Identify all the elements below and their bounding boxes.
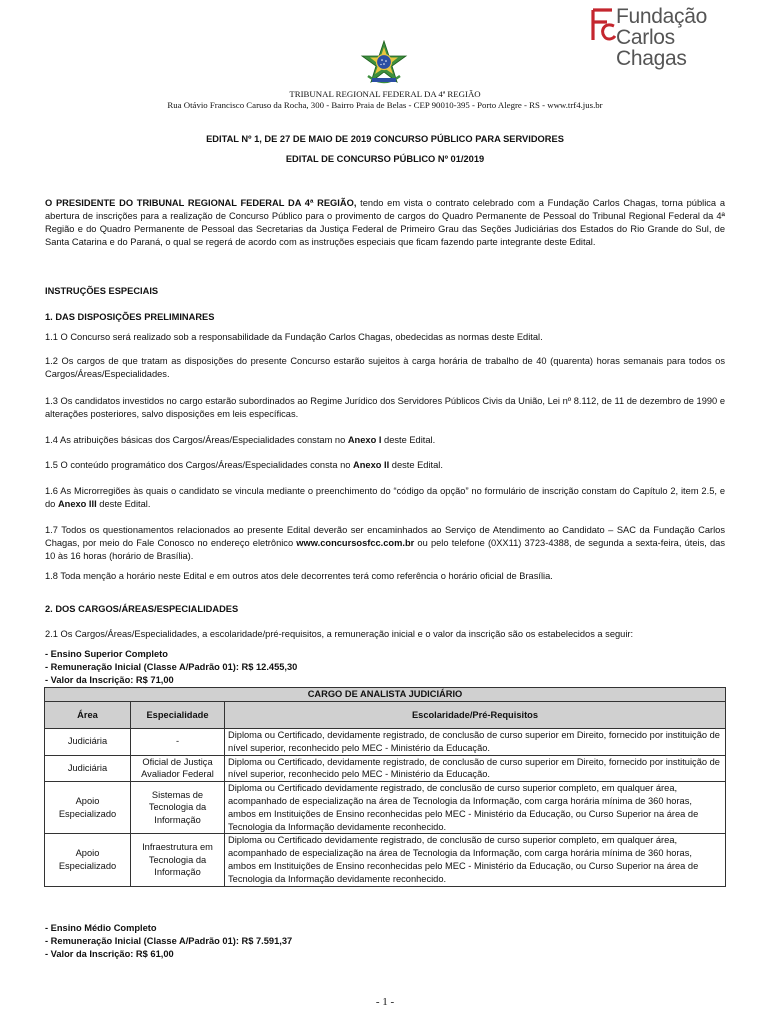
table-row [45,782,726,834]
anexo-iii-ref: Anexo III [57,499,97,509]
paragraph-1-5: 1.5 O conteúdo programático dos Cargos/Áreas/Especialidades consta no Anexo II deste Edital. [45,460,443,470]
logo-line-2: Carlos Chagas [616,26,687,70]
medio-salary: - Remuneração Inicial (Classe A/Padrão 01): R$ 7.591,37 [45,936,293,946]
medio-fee: - Valor da Inscrição: R$ 61,00 [45,949,174,959]
intro-bold: O PRESIDENTE DO TRIBUNAL REGIONAL FEDERAL DA 4ª REGIÃO, [45,198,357,208]
cell-especialidade: Infraestrutura em Tecnologia da Informação [131,834,225,886]
anexo-ii-ref: Anexo II [353,460,390,470]
cell-requisitos: Diploma ou Certificado, devidamente registrado, de conclusão de curso superior em Direito, fornecido por instituição de nível superior, reconhecido pelo MEC - Ministério da Educação. [225,729,726,756]
cell-requisitos: Diploma ou Certificado devidamente registrado, de conclusão de curso superior completo, em qualquer área, acompanhado de especialização na área de Tecnologia da Informação, com carga horária mínima de 360 horas, ambos em Instituições de Ensino reconhecidas pelo MEC - Ministério da Educação, ou Curso Superior na área de Tecnologia da Informação devidamente reconhecido. [225,834,726,886]
fcc-logo [590,4,740,70]
cell-requisitos: Diploma ou Certificado devidamente registrado, de conclusão de curso superior completo, em qualquer área, acompanhado de especialização na área de Tecnologia da Informação, com carga horária mínima de 360 horas, ambos em Instituições de Ensino reconhecidas pelo MEC - Ministério da Educação, ou Curso Superior na área de Tecnologia da Informação devidamente reconhecido. [225,782,726,834]
cell-especialidade: Oficial de Justiça Avaliador Federal [131,755,225,782]
cell-area: Apoio Especializado [45,782,131,834]
cell-area: Judiciária [45,729,131,756]
logo-text [616,6,740,69]
cell-area: Apoio Especializado [45,834,131,886]
medio-education: - Ensino Médio Completo [45,923,157,933]
anexo-i-ref: Anexo I [347,435,382,445]
table-row [45,834,726,886]
paragraph-1-4: 1.4 As atribuições básicas dos Cargos/Áreas/Especialidades constam no Anexo I deste Edital. [45,435,436,445]
cell-area: Judiciária [45,755,131,782]
table-row [45,755,726,782]
superior-fee: - Valor da Inscrição: R$ 71,00 [45,675,174,685]
intro-text: tendo em vista o contrato celebrado com a Fundação Carlos Chagas, torna pública a abertura de inscrições para a realização de Concurso Público para o provimento de cargos do Quadro Permanente de Pessoal do Tribunal Regional Federal da 4ª Região e do Quadro Permanente de Pessoal das Secretarias da Justiça Federal de Primeiro Grau das Seções Judiciárias dos Estados do Rio Grande do Sul, de Santa Catarina e do Paraná, o qual se regerá de acordo com as instruções especiais que ficam fazendo parte integrante deste Edital. [45,198,725,247]
brazil-coat-of-arms-icon [360,40,408,88]
page-number: - 1 - [375,996,395,1008]
paragraph-1-2: 1.2 Os cargos de que tratam as disposições do presente Concurso estarão sujeitos à carga horária de trabalho de 40 (quarenta) horas semanais para todos os Cargos/Áreas/Especialidades. [45,356,725,379]
paragraph-1-8: 1.8 Toda menção a horário neste Edital e em outros atos dele decorrentes terá como referência o horário oficial de Brasília. [45,571,553,581]
edital-title: EDITAL Nº 1, DE 27 DE MAIO DE 2019 CONCURSO PÚBLICO PARA SERVIDORES [206,134,564,144]
section-1-heading: 1. DAS DISPOSIÇÕES PRELIMINARES [45,312,215,322]
superior-salary: - Remuneração Inicial (Classe A/Padrão 01): R$ 12.455,30 [45,662,298,672]
table-caption: CARGO DE ANALISTA JUDICIÁRIO [45,688,726,702]
paragraph-1-7: 1.7 Todos os questionamentos relacionados ao presente Edital deverão ser encaminhados ao Serviço de Atendimento ao Candidato – SAC da Fundação Carlos Chagas, por meio do Fale Conosco no endereço eletrônico www.concursosfcc.com.br ou pelo telefone (0XX11) 3723-4388, de segunda a sexta-feira, úteis, das 10 às 16 horas (horário de Brasília). [45,525,725,561]
header-area: Área [45,702,131,729]
logo-line-1: Fundação [616,5,708,28]
header-requisitos: Escolaridade/Pré-Requisitos [225,702,726,729]
paragraph-1-1: 1.1 O Concurso será realizado sob a responsabilidade da Fundação Carlos Chagas, obedecidas as normas deste Edital. [45,332,543,342]
intro-paragraph [45,197,725,249]
cell-especialidade: Sistemas de Tecnologia da Informação [131,782,225,834]
cell-especialidade: - [131,729,225,756]
superior-education: - Ensino Superior Completo [45,649,168,659]
analista-table [44,687,726,887]
section-2-heading: 2. DOS CARGOS/ÁREAS/ESPECIALIDADES [45,604,239,614]
court-name: TRIBUNAL REGIONAL FEDERAL DA 4ª REGIÃO [289,89,481,99]
header-especialidade: Especialidade [131,702,225,729]
court-address: Rua Otávio Francisco Caruso da Rocha, 300 - Bairro Praia de Belas - CEP 90010-395 - Porto Alegre - RS - www.trf4.jus.br [167,100,603,110]
fcc-website: www.concursosfcc.com.br [296,538,415,548]
paragraph-1-3: 1.3 Os candidatos investidos no cargo estarão subordinados ao Regime Jurídico dos Servidores Públicos Civis da União, Lei nº 8.112, de 11 de dezembro de 1990 e alterações posteriores, salvo disposições em leis específicas. [45,396,725,419]
instrucoes-heading: INSTRUÇÕES ESPECIAIS [45,286,159,296]
concurso-title: EDITAL DE CONCURSO PÚBLICO Nº 01/2019 [285,154,485,164]
paragraph-1-6: 1.6 As Microrregiões às quais o candidato se vincula mediante o preenchimento do “código da opção” no formulário de inscrição constam do Capítulo 2, item 2.5, e do Anexo III deste Edital. [45,486,725,509]
table-row [45,729,726,756]
fcc-logo-mark-icon [590,6,616,46]
cell-requisitos: Diploma ou Certificado, devidamente registrado, de conclusão de curso superior em Direito, fornecido por instituição de nível superior, reconhecido pelo MEC - Ministério da Educação. [225,755,726,782]
paragraph-2-1: 2.1 Os Cargos/Áreas/Especialidades, a escolaridade/pré-requisitos, a remuneração inicial e o valor da inscrição são os estabelecidos a seguir: [45,629,634,639]
